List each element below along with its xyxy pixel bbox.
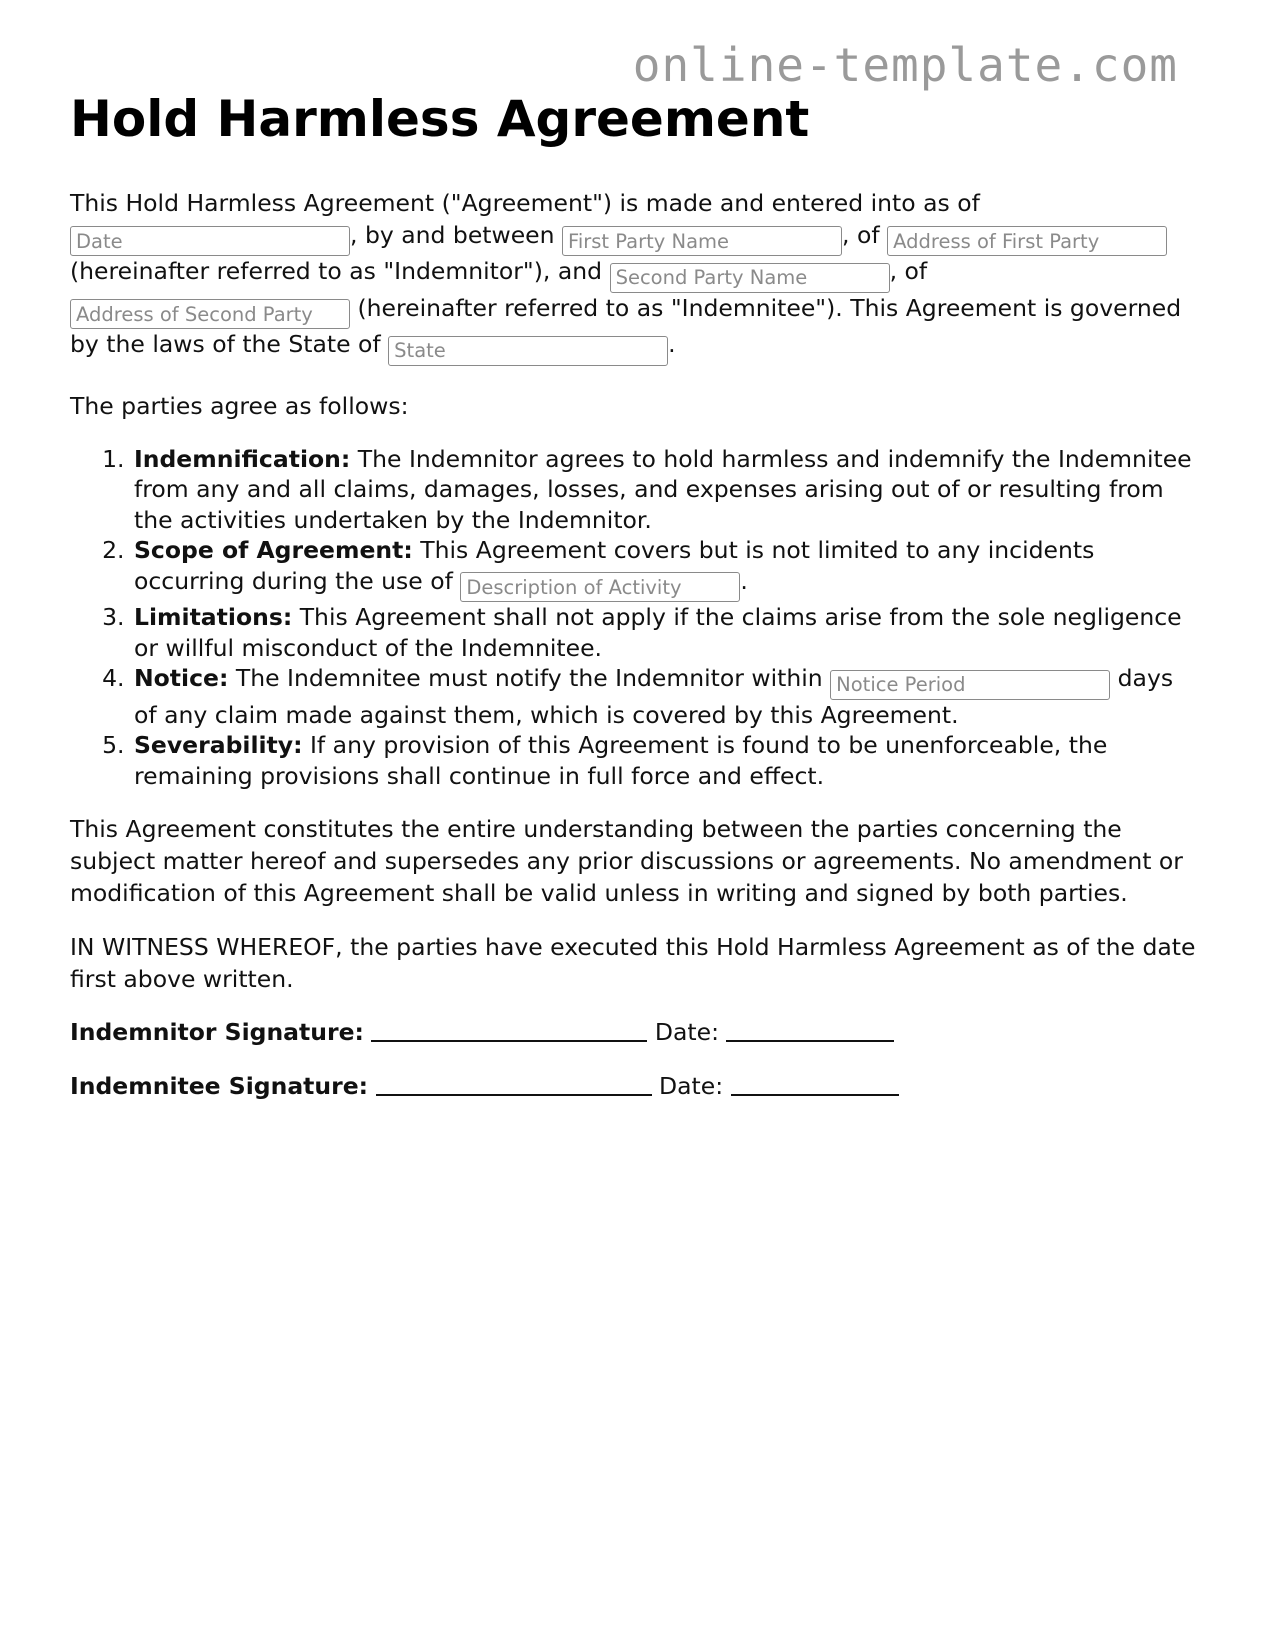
indemnitor-signature-line[interactable] [371,1018,647,1042]
intro-text-2: , by and between [350,220,555,249]
intro-text-1: This Hold Harmless Agreement ("Agreement") is made and entered into as of [70,189,980,217]
notice-period-input[interactable] [830,670,1110,700]
clause-text: This Agreement shall not apply if the claims arise from the sole negligence or willful misconduct of the Indemnitee. [134,603,1182,662]
indemnitee-date-line[interactable] [731,1072,899,1096]
date-label: Date: [659,1072,724,1100]
intro-paragraph [70,188,1200,366]
clause-scope [132,535,1200,602]
activity-description-input[interactable] [460,572,740,602]
clause-severability [132,730,1200,791]
document-page [70,88,1200,1125]
indemnitee-signature-label: Indemnitee Signature: [70,1072,369,1100]
agree-text: The parties agree as follows: [70,391,409,420]
clause-heading: Limitations: [134,603,293,631]
intro-text-5: , of [889,257,928,285]
clause-text: This Agreement covers but is not limited to any incidents occurring during the use of [134,536,1095,595]
first-party-name-input[interactable] [562,226,842,256]
witness-paragraph: IN WITNESS WHEREOF, the parties have executed this Hold Harmless Agreement as of the date first above written. [70,933,1196,993]
indemnitor-signature-label: Indemnitor Signature: [70,1018,364,1046]
first-party-address-input[interactable] [887,226,1167,256]
second-party-name-input[interactable] [610,263,890,293]
clause-text-after: days of any claim made against them, which is covered by this Agreement. [134,664,1174,729]
indemnitee-signature-line[interactable] [376,1072,652,1096]
clause-indemnification [132,444,1200,536]
clause-heading: Severability: [134,731,303,759]
entire-agreement-paragraph: This Agreement constitutes the entire understanding between the parties concerning the subject matter hereof and supersedes any prior discussions or agreements. No amendment or modification of this Agreement shall be valid unless in writing and signed by both parties. [70,815,1183,907]
clause-notice [132,663,1200,730]
watermark: online-template.com [632,38,1178,92]
intro-text-7: . [668,330,676,358]
second-party-address-input[interactable] [70,299,350,329]
clause-limitations [132,602,1200,663]
intro-text-3: , of [842,220,880,249]
clause-heading: Notice: [134,664,229,692]
clause-heading: Scope of Agreement: [134,536,413,564]
intro-text-4: (hereinafter referred to as "Indemnitor"), and [70,257,603,285]
clause-heading: Indemnification: [134,444,351,473]
intro-text-6: (hereinafter referred to as "Indemnitee"). This Agreement is governed by the laws of the State of [70,293,1182,358]
clause-list [70,444,1200,792]
page-title: Hold Harmless Agreement [70,90,810,148]
date-input[interactable] [70,226,350,256]
indemnitee-signature-row [70,1071,1200,1101]
indemnitor-signature-row [70,1017,1200,1047]
clause-text: The Indemnitee must notify the Indemnitor within [235,664,823,692]
indemnitor-date-line[interactable] [726,1018,894,1042]
clause-text-after: . [740,566,748,595]
date-label: Date: [654,1018,719,1046]
clause-text: The Indemnitor agrees to hold harmless and indemnify the Indemnitee from any and all claims, damages, losses, and expenses arising out of or resulting from the activities undertaken by the Indemnitor. [134,444,1192,534]
state-input[interactable] [388,336,668,366]
clause-text: If any provision of this Agreement is found to be unenforceable, the remaining provisions shall continue in full force and effect. [134,731,1108,790]
